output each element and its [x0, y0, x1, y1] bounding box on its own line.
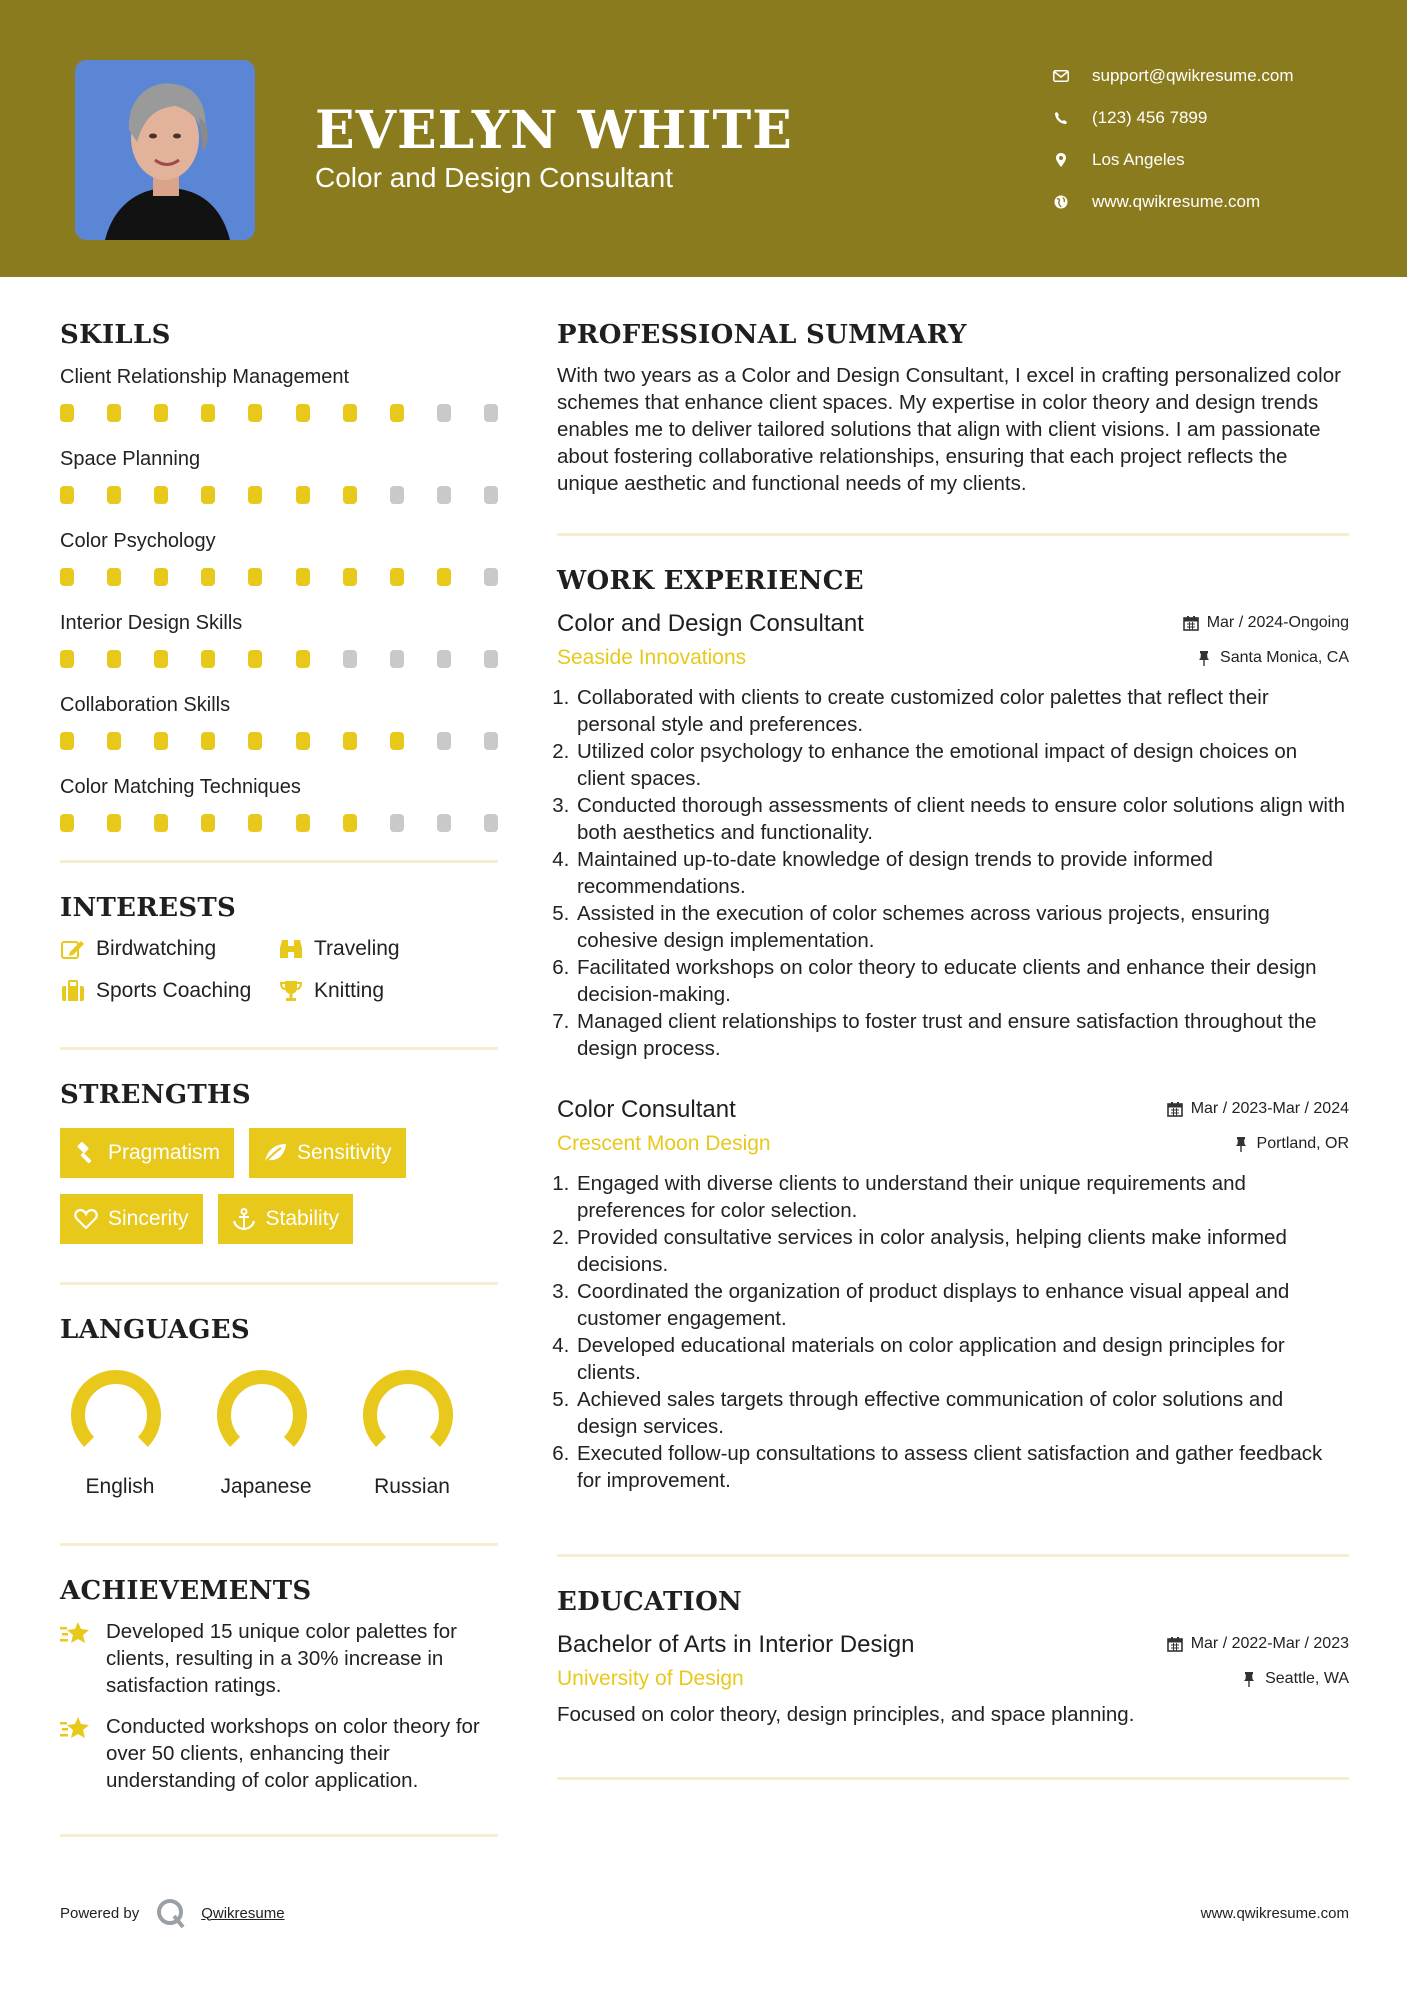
- skill-label: Collaboration Skills: [60, 694, 231, 716]
- contact-list: [1050, 55, 1380, 223]
- rating-dot-filled: [248, 650, 262, 668]
- divider: [60, 1543, 498, 1546]
- rating-dot-empty: [437, 404, 451, 422]
- pencil-square-icon: [60, 937, 86, 961]
- achievement-item: [60, 1618, 498, 1699]
- education-heading: EDUCATION: [557, 1587, 743, 1617]
- skill-label: Interior Design Skills: [60, 612, 243, 634]
- rating-dot-filled: [60, 486, 74, 504]
- language-item: [60, 1365, 206, 1499]
- rating-dot-filled: [390, 404, 404, 422]
- summary-heading: PROFESSIONAL SUMMARY: [557, 320, 967, 350]
- rating-dot-filled: [296, 650, 310, 668]
- candidate-title: Color and Design Consultant: [315, 162, 673, 193]
- job-title: Color and Design Consultant: [557, 610, 864, 637]
- contact-email[interactable]: [1050, 55, 1380, 97]
- skill-item: [60, 688, 498, 760]
- pushpin-icon: [1241, 1671, 1257, 1687]
- interest-label: Knitting: [314, 979, 385, 1002]
- job-title: Color Consultant: [557, 1096, 736, 1123]
- job-bullet: 6. Facilitated workshops on color theory to educate clients and enhance their design decision-making.: [575, 954, 1349, 1008]
- rating-dot-filled: [296, 568, 310, 586]
- achievement-text: Developed 15 unique color palettes for clients, resulting in a 30% increase in satisfaction ratings.: [106, 1620, 458, 1697]
- rating-dot-filled: [296, 732, 310, 750]
- rating-dot-filled: [296, 486, 310, 504]
- divider: [60, 1282, 498, 1285]
- divider: [60, 1047, 498, 1050]
- job-bullet: 4. Developed educational materials on color application and design principles for clients.: [575, 1332, 1349, 1386]
- skill-item: [60, 606, 498, 678]
- rating-dot-filled: [107, 404, 121, 422]
- school-name: University of Design: [557, 1667, 744, 1690]
- rating-dot-empty: [437, 650, 451, 668]
- achievements-list: [60, 1618, 498, 1794]
- rating-dot-filled: [201, 404, 215, 422]
- job-bullet: 3. Conducted thorough assessments of client needs to ensure color solutions align with both aesthetics and functionality.: [575, 792, 1349, 846]
- strength-label: Stability: [265, 1207, 340, 1230]
- education-dates: [1167, 1635, 1349, 1653]
- divider: [60, 1834, 498, 1837]
- strength-label: Sensitivity: [297, 1141, 392, 1164]
- rating-dot-filled: [154, 486, 168, 504]
- left-column: [60, 320, 498, 1837]
- job-bullet: 3. Coordinated the organization of product displays to enhance visual appeal and customer engagement.: [575, 1278, 1349, 1332]
- rating-dot-filled: [248, 814, 262, 832]
- job-dates-text: Mar / 2024-Ongoing: [1206, 614, 1349, 631]
- rating-dot-filled: [154, 814, 168, 832]
- job-location-text: Santa Monica, CA: [1220, 649, 1349, 666]
- rating-dot-filled: [60, 404, 74, 422]
- calendar-icon: [1167, 1636, 1183, 1652]
- rating-dot-empty: [343, 650, 357, 668]
- language-item: [352, 1365, 498, 1499]
- resume-header: [0, 0, 1407, 277]
- strength-badge: [249, 1128, 406, 1178]
- rating-dot-filled: [107, 732, 121, 750]
- anchor-icon: [232, 1207, 256, 1231]
- languages-heading: LANGUAGES: [60, 1315, 250, 1345]
- company-name: Crescent Moon Design: [557, 1132, 771, 1155]
- footer-powered-by: [60, 1897, 285, 1929]
- portrait-image: [75, 60, 255, 240]
- job-bullet: 5. Assisted in the execution of color schemes across various projects, ensuring cohesive design implementation.: [575, 900, 1349, 954]
- rating-dot-filled: [201, 732, 215, 750]
- job-bullet: 7. Managed client relationships to foster trust and ensure satisfaction throughout the design process.: [575, 1008, 1349, 1062]
- shooting-star-icon: [60, 1618, 92, 1648]
- rating-dot-filled: [201, 486, 215, 504]
- heart-icon: [74, 1207, 98, 1231]
- rating-dot-filled: [296, 814, 310, 832]
- right-column: [557, 320, 1349, 1780]
- language-item: [206, 1365, 352, 1499]
- education-location: [1241, 1670, 1349, 1688]
- rating-dot-filled: [343, 568, 357, 586]
- contact-website-text: www.qwikresume.com: [1092, 192, 1261, 211]
- rating-dot-empty: [484, 732, 498, 750]
- binoculars-icon: [278, 937, 304, 961]
- rating-dot-filled: [343, 486, 357, 504]
- job-bullets: [557, 684, 1349, 1062]
- achievements-heading: ACHIEVEMENTS: [60, 1576, 312, 1606]
- interest-label: Birdwatching: [96, 937, 217, 960]
- pushpin-icon: [1196, 650, 1212, 666]
- achievement-item: [60, 1713, 498, 1794]
- job-bullet: 2. Provided consultative services in color analysis, helping clients make informed decisions.: [575, 1224, 1349, 1278]
- interest-label: Traveling: [314, 937, 400, 960]
- skill-rating: [60, 558, 498, 596]
- skill-item: [60, 770, 498, 842]
- rating-dot-empty: [484, 486, 498, 504]
- skill-rating: [60, 640, 498, 678]
- skill-rating: [60, 394, 498, 432]
- strength-badge: [60, 1128, 234, 1178]
- rating-dot-filled: [343, 732, 357, 750]
- rating-dot-filled: [390, 732, 404, 750]
- strength-label: Pragmatism: [108, 1141, 221, 1164]
- skill-label: Client Relationship Management: [60, 366, 350, 388]
- rating-dot-empty: [437, 486, 451, 504]
- trophy-icon: [278, 979, 304, 1003]
- job-dates: [1183, 614, 1349, 632]
- rating-dot-empty: [437, 732, 451, 750]
- rating-dot-empty: [390, 814, 404, 832]
- rating-dot-filled: [248, 486, 262, 504]
- job-location-text: Portland, OR: [1256, 1135, 1349, 1152]
- strengths-heading: STRENGTHS: [60, 1080, 251, 1110]
- skill-label: Space Planning: [60, 448, 201, 470]
- education-dates-text: Mar / 2022-Mar / 2023: [1190, 1635, 1349, 1652]
- skills-heading: SKILLS: [60, 320, 171, 350]
- skill-rating: [60, 804, 498, 842]
- summary-text: With two years as a Color and Design Consultant, I excel in crafting personalized color schemes that enhance client spaces. My expertise in color theory and design trends enables me to deliver tailored solutions that align with client visions. I am passionate about fostering collaborative relationships, ensuring that each project reflects the unique aesthetic and functional needs of my clients.: [557, 364, 1341, 495]
- pushpin-icon: [1233, 1136, 1249, 1152]
- interest-label: Sports Coaching: [96, 979, 252, 1002]
- job-bullets: [557, 1170, 1349, 1494]
- skill-item: [60, 442, 498, 514]
- qwikresume-link[interactable]: Qwikresume: [201, 1904, 285, 1922]
- interest-item: [60, 937, 278, 961]
- rating-dot-filled: [248, 568, 262, 586]
- interest-item: [278, 937, 478, 961]
- skill-label: Color Matching Techniques: [60, 776, 301, 798]
- contact-phone-text: (123) 456 7899: [1092, 108, 1208, 127]
- divider: [557, 533, 1349, 536]
- rating-dot-filled: [107, 650, 121, 668]
- shooting-star-icon: [60, 1713, 92, 1743]
- rating-dot-filled: [248, 732, 262, 750]
- qwikresume-logo-icon: [155, 1897, 187, 1929]
- powered-by-label: Powered by: [60, 1904, 140, 1922]
- leaf-icon: [263, 1141, 287, 1165]
- rating-dot-filled: [201, 814, 215, 832]
- job-bullet: 2. Utilized color psychology to enhance the emotional impact of design choices on client spaces.: [575, 738, 1349, 792]
- rating-dot-filled: [60, 650, 74, 668]
- strength-badge: [60, 1194, 203, 1244]
- interests-list: [60, 937, 498, 1003]
- envelope-icon: [1050, 65, 1072, 87]
- footer-website[interactable]: www.qwikresume.com: [1200, 1905, 1349, 1922]
- company-name: Seaside Innovations: [557, 646, 747, 669]
- language-ring: [212, 1365, 312, 1465]
- calendar-icon: [1183, 615, 1199, 631]
- languages-list: [60, 1365, 498, 1499]
- rating-dot-filled: [107, 814, 121, 832]
- job-location: [1233, 1135, 1349, 1153]
- job-location: [1196, 649, 1349, 667]
- divider: [557, 1554, 1349, 1557]
- interest-item: [278, 979, 478, 1003]
- map-pin-icon: [1050, 149, 1072, 171]
- education-entry: [557, 1631, 1349, 1727]
- rating-dot-filled: [154, 404, 168, 422]
- rating-dot-empty: [484, 650, 498, 668]
- job-dates: [1167, 1100, 1349, 1118]
- language-label: English: [85, 1475, 155, 1498]
- divider: [557, 1777, 1349, 1780]
- rating-dot-filled: [60, 814, 74, 832]
- education-location-text: Seattle, WA: [1265, 1670, 1349, 1687]
- skills-list: [60, 360, 498, 842]
- strengths-list: [60, 1128, 498, 1244]
- rating-dot-filled: [201, 650, 215, 668]
- contact-website[interactable]: [1050, 181, 1380, 223]
- strength-badge: [218, 1194, 354, 1244]
- job-entry: [557, 610, 1349, 1062]
- rating-dot-filled: [201, 568, 215, 586]
- contact-location: [1050, 139, 1380, 181]
- language-label: Russian: [374, 1475, 450, 1498]
- skill-item: [60, 360, 498, 432]
- contact-email-text: support@qwikresume.com: [1092, 66, 1294, 85]
- language-ring: [358, 1365, 458, 1465]
- calendar-icon: [1167, 1101, 1183, 1117]
- job-bullet: 6. Executed follow-up consultations to assess client satisfaction and gather feedback for improvement.: [575, 1440, 1349, 1494]
- skill-rating: [60, 722, 498, 760]
- rating-dot-filled: [343, 814, 357, 832]
- rating-dot-filled: [390, 568, 404, 586]
- rating-dot-filled: [107, 568, 121, 586]
- skill-label: Color Psychology: [60, 530, 216, 552]
- interest-item: [60, 979, 278, 1003]
- divider: [60, 860, 498, 863]
- job-bullet: 4. Maintained up-to-date knowledge of design trends to provide informed recommendations.: [575, 846, 1349, 900]
- profile-photo: [75, 60, 255, 240]
- strength-label: Sincerity: [108, 1207, 189, 1230]
- language-label: Japanese: [220, 1475, 312, 1498]
- briefcase-icon: [60, 979, 86, 1003]
- contact-phone[interactable]: [1050, 97, 1380, 139]
- rating-dot-filled: [248, 404, 262, 422]
- language-ring: [66, 1365, 166, 1465]
- rating-dot-empty: [484, 814, 498, 832]
- rating-dot-empty: [437, 814, 451, 832]
- skill-item: [60, 524, 498, 596]
- rating-dot-empty: [484, 404, 498, 422]
- rating-dot-filled: [437, 568, 451, 586]
- rating-dot-filled: [154, 732, 168, 750]
- experience-heading: WORK EXPERIENCE: [557, 566, 864, 596]
- job-dates-text: Mar / 2023-Mar / 2024: [1190, 1100, 1349, 1117]
- rating-dot-filled: [154, 650, 168, 668]
- job-entry: [557, 1096, 1349, 1494]
- degree-title: Bachelor of Arts in Interior Design: [557, 1631, 915, 1658]
- rating-dot-filled: [107, 486, 121, 504]
- rating-dot-filled: [60, 568, 74, 586]
- gavel-icon: [74, 1141, 98, 1165]
- job-bullet: 1. Engaged with diverse clients to understand their unique requirements and preferences for color selection.: [575, 1170, 1349, 1224]
- globe-icon: [1050, 191, 1072, 213]
- job-bullet: 5. Achieved sales targets through effective communication of color solutions and design services.: [575, 1386, 1349, 1440]
- interests-heading: INTERESTS: [60, 893, 237, 923]
- rating-dot-filled: [154, 568, 168, 586]
- phone-icon: [1050, 107, 1072, 129]
- rating-dot-empty: [390, 650, 404, 668]
- job-bullet: 1. Collaborated with clients to create customized color palettes that reflect their personal style and preferences.: [575, 684, 1349, 738]
- candidate-name: EVELYN WHITE: [315, 100, 793, 161]
- rating-dot-empty: [390, 486, 404, 504]
- contact-location-text: Los Angeles: [1092, 150, 1185, 169]
- rating-dot-filled: [60, 732, 74, 750]
- achievement-text: Conducted workshops on color theory for over 50 clients, enhancing their understanding of color application.: [106, 1715, 480, 1792]
- education-description: Focused on color theory, design principles, and space planning.: [557, 1703, 1135, 1726]
- rating-dot-empty: [484, 568, 498, 586]
- rating-dot-filled: [343, 404, 357, 422]
- rating-dot-filled: [296, 404, 310, 422]
- skill-rating: [60, 476, 498, 514]
